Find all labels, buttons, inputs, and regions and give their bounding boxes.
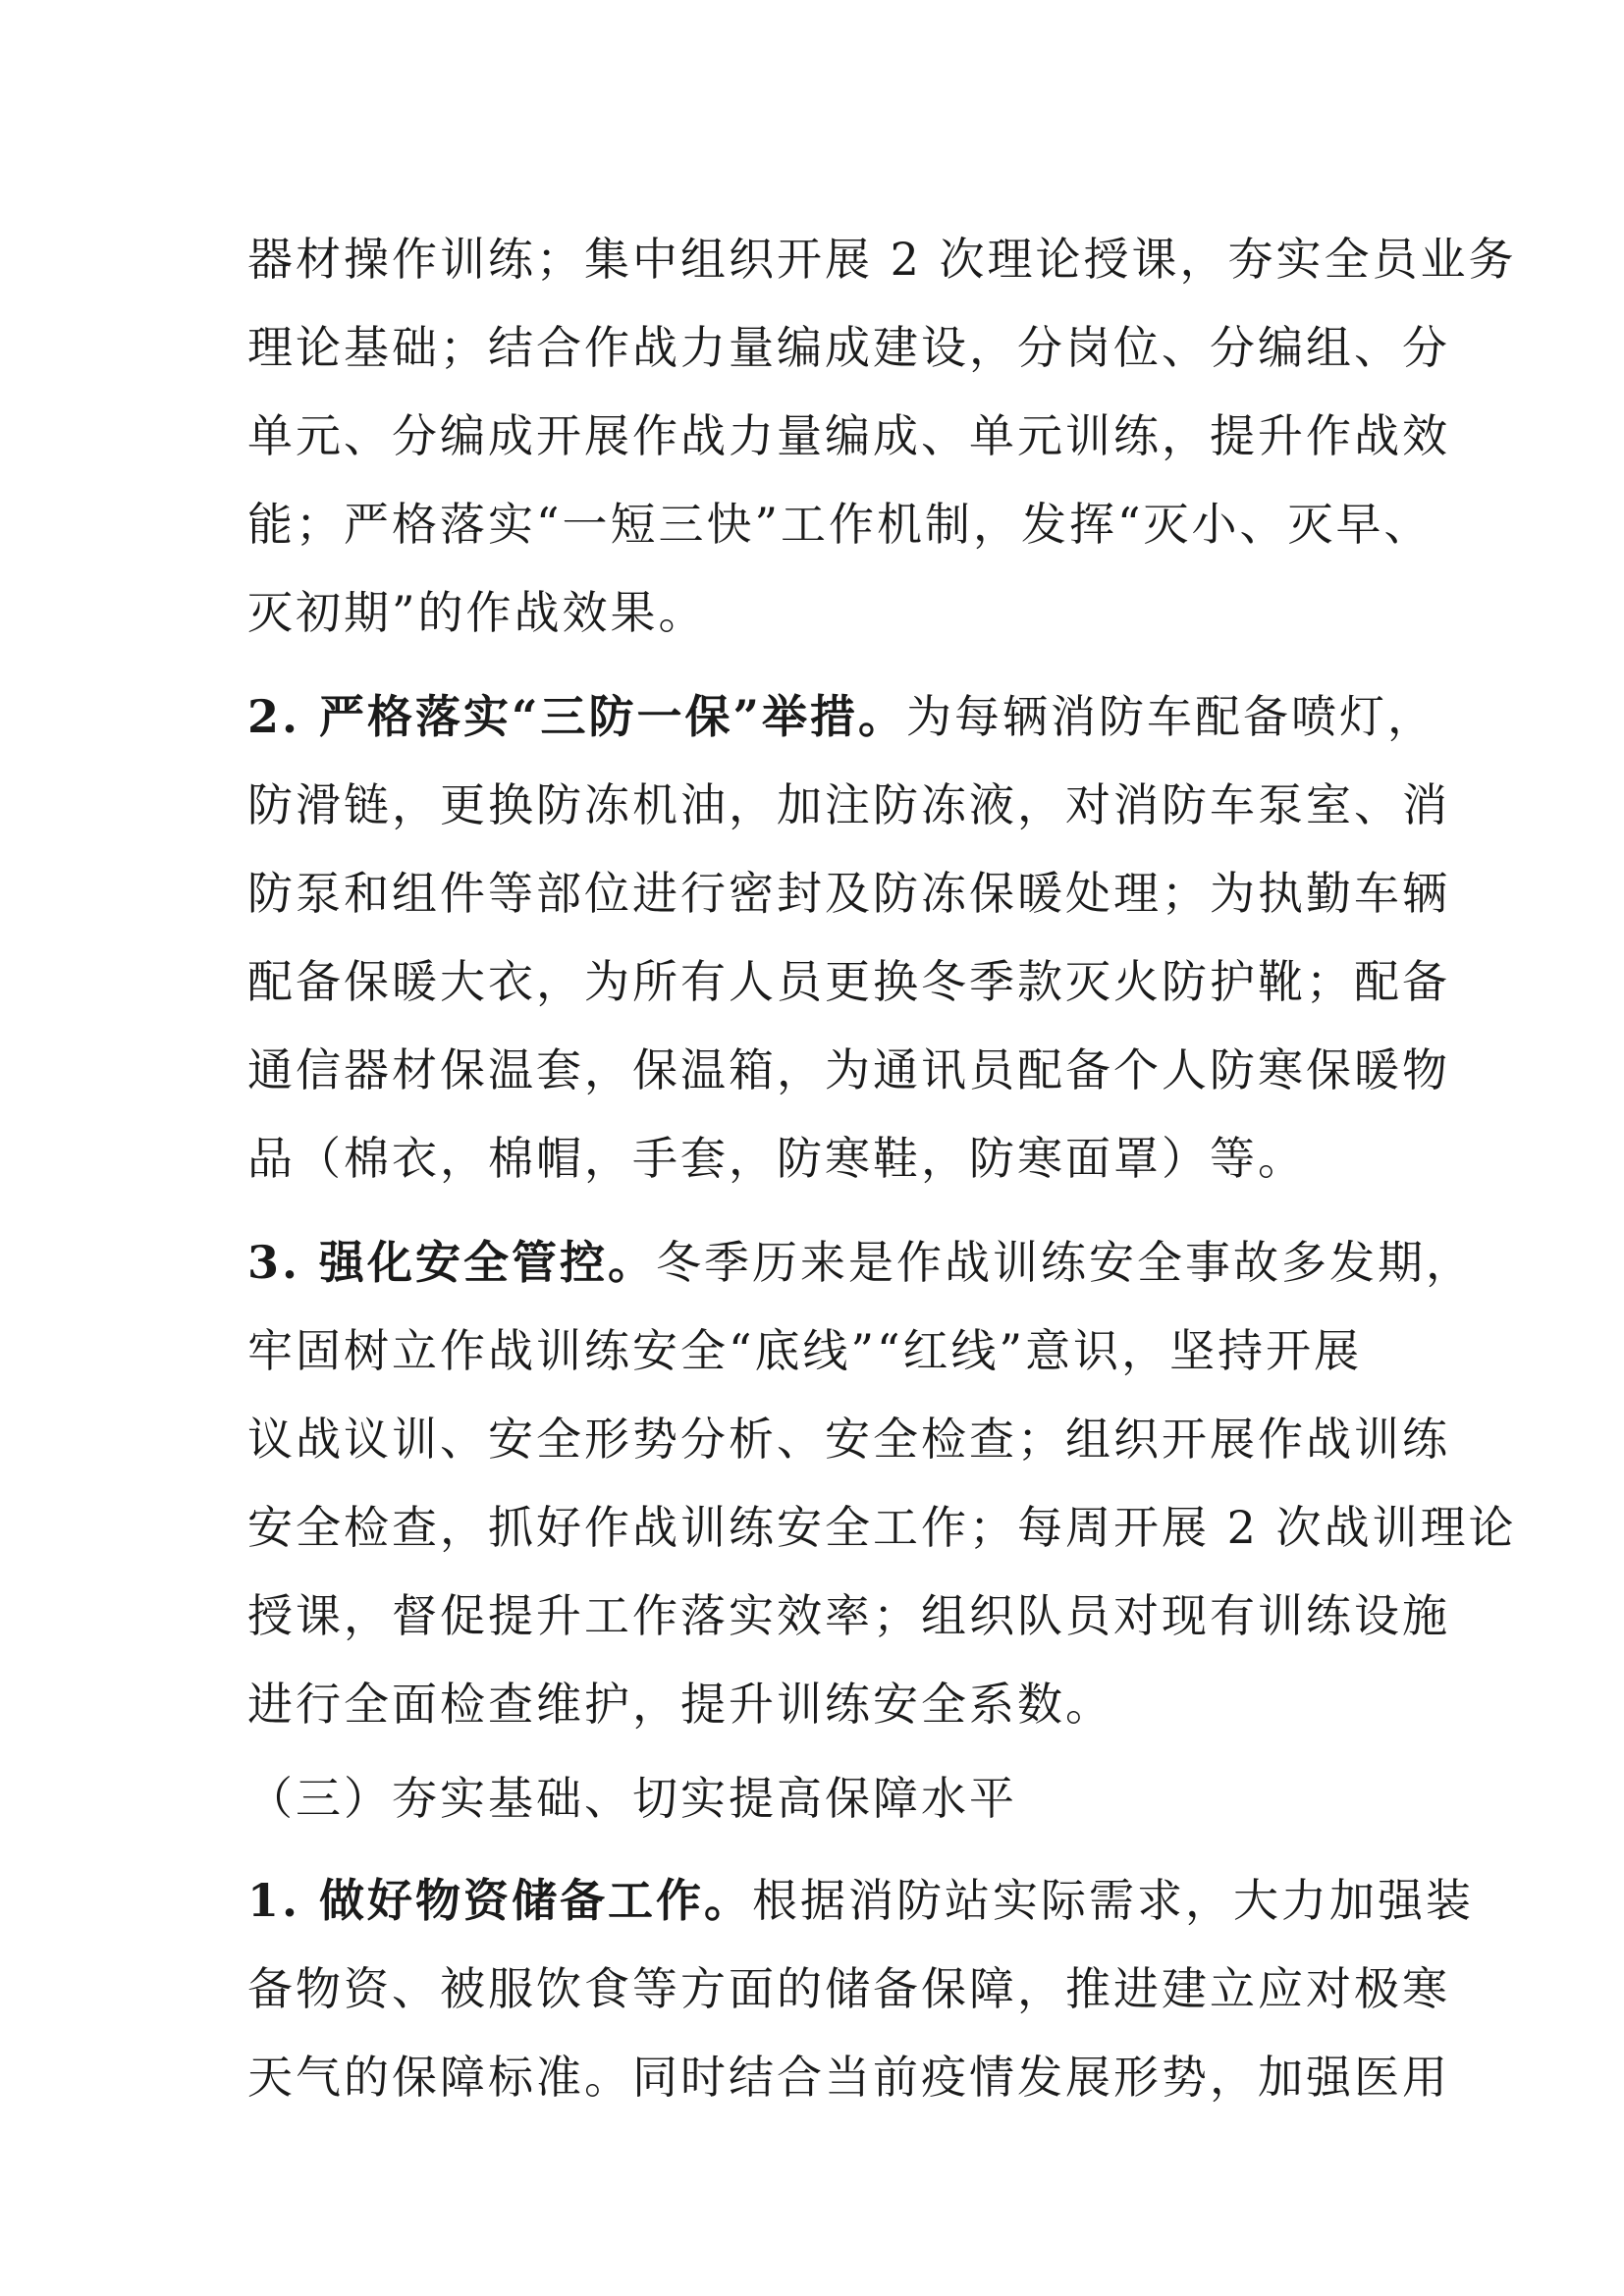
- para2-line3: 防泵和组件等部位进行密封及防冻保暖处理；为执勤车辆: [247, 867, 1450, 920]
- section3-heading: （三）夯实基础、切实提高保障水平: [247, 1772, 1017, 1825]
- para4-line1-text: 根据消防站实际需求，大力加强装: [752, 1874, 1475, 1927]
- para2-line6: 品（棉衣，棉帽，手套，防寒鞋，防寒面罩）等。: [247, 1132, 1306, 1185]
- para1-line3: 单元、分编成开展作战力量编成、单元训练，提升作战效: [247, 409, 1450, 462]
- para4-line1: [247, 1871, 1474, 1930]
- para3-line3: 议战议训、安全形势分析、安全检查；组织开展作战训练: [247, 1413, 1450, 1466]
- para2-line1-text: 为每辆消防车配备喷灯，: [905, 690, 1435, 743]
- para3-line1: [247, 1233, 1474, 1292]
- para2-line4: 配备保暖大衣，为所有人员更换冬季款灭火防护靴；配备: [247, 955, 1450, 1008]
- para2-line2: 防滑链，更换防冻机油，加注防冻液，对消防车泵室、消: [247, 778, 1450, 831]
- para4-line3: 天气的保障标准。同时结合当前疫情发展形势，加强医用: [247, 2051, 1450, 2104]
- para1-line5: 灭初期”的作战效果。: [247, 586, 707, 639]
- para2-line1: [247, 687, 1435, 746]
- para4-heading: 1. 做好物资储备工作。: [247, 1874, 753, 1927]
- para1-line2: 理论基础；结合作战力量编成建设，分岗位、分编组、分: [247, 321, 1450, 374]
- para3-heading: 3. 强化安全管控。: [247, 1236, 657, 1289]
- para3-line4: 安全检查，抓好作战训练安全工作；每周开展 2 次战训理论: [247, 1501, 1517, 1554]
- para2-line5: 通信器材保温套，保温箱，为通讯员配备个人防寒保暖物: [247, 1043, 1450, 1096]
- para3-line5: 授课，督促提升工作落实效率；组织队员对现有训练设施: [247, 1589, 1450, 1642]
- para2-heading: 2. 严格落实“三防一保”举措。: [247, 690, 906, 743]
- para3-line6: 进行全面检查维护，提升训练安全系数。: [247, 1678, 1113, 1731]
- para4-line2: 备物资、被服饮食等方面的储备保障，推进建立应对极寒: [247, 1962, 1450, 2015]
- para1-line1: 器材操作训练；集中组织开展 2 次理论授课，夯实全员业务: [247, 233, 1517, 286]
- para3-line1-text: 冬季历来是作战训练安全事故多发期，: [656, 1236, 1475, 1289]
- para3-line2: 牢固树立作战训练安全“底线”“红线”意识，坚持开展: [247, 1324, 1363, 1377]
- para1-line4: 能；严格落实“一短三快”工作机制，发挥“灭小、灭早、: [247, 498, 1433, 551]
